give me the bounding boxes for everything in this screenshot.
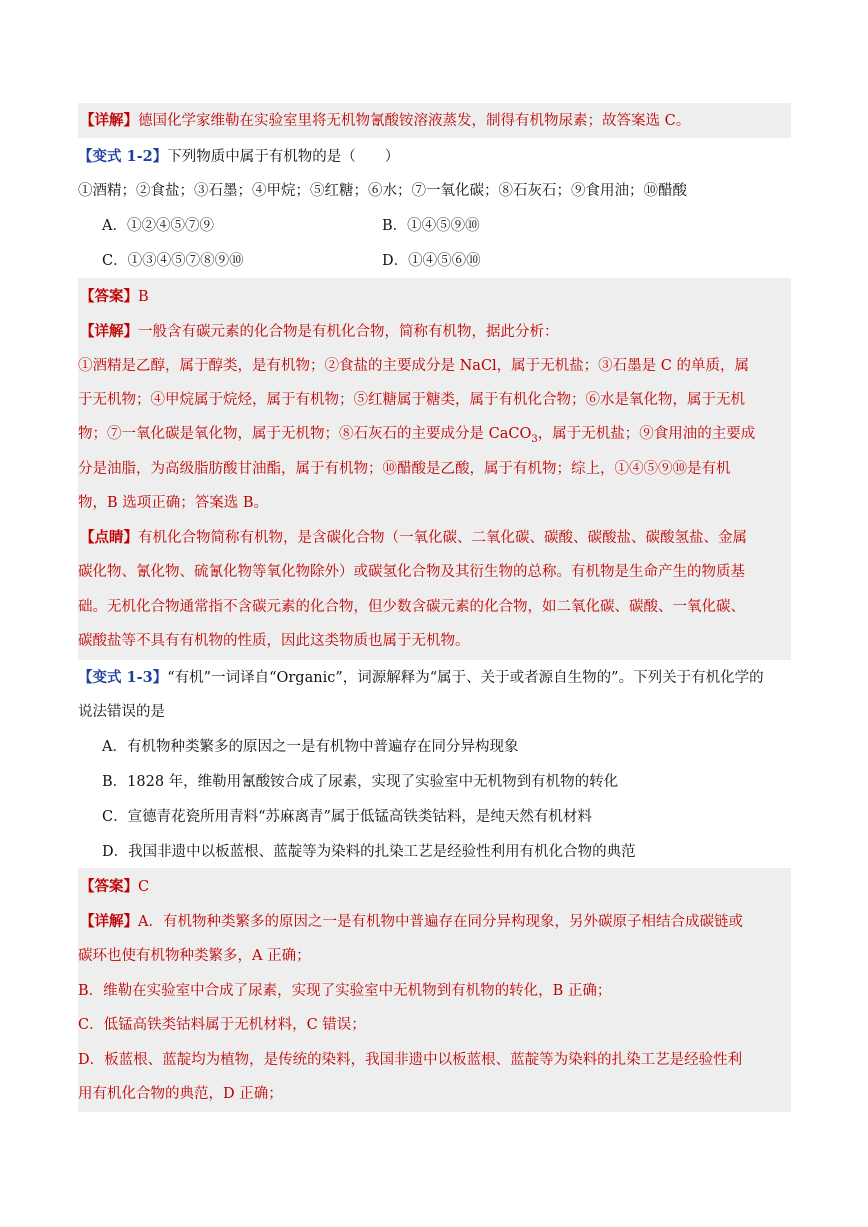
tip-line: 碳酸盐等不具有有机物的性质，因此这类物质也属于无机物。: [78, 633, 470, 649]
tip-line: 有机化合物简称有机物，是含碳化合物（一氧化碳、二氧化碳、碳酸、碳酸盐、碳酸氢盐、金属: [138, 530, 747, 546]
answer-block-1-2: [78, 278, 791, 660]
question-stem-cont: 说法错误的是: [78, 704, 165, 720]
detail-line: 碳环也使有机物种类繁多，A 正确；: [78, 948, 311, 964]
tip-tag: 【点睛】: [80, 529, 138, 546]
detail-line: C．低锰高铁类钴料属于无机材料，C 错误；: [78, 1017, 366, 1033]
answer-block-1-3: [78, 868, 791, 1112]
tip-line: 碳化物、氰化物、硫氰化物等氧化物除外）或碳氢化合物及其衍生物的总称。有机物是生命产生的物质基: [78, 564, 745, 580]
question-1-3-stem: [78, 667, 764, 689]
answer-tag: 【答案】: [80, 288, 138, 305]
option-b: B．1828 年，维勒用氰酸铵合成了尿素，实现了实验室中无机物到有机物的转化: [102, 774, 619, 790]
subscript: 3: [531, 433, 538, 445]
answer-tag: 【答案】: [80, 878, 138, 895]
detail-tag: 【详解】: [80, 323, 138, 340]
detail-text: ，属于无机盐；⑨食用油的主要成: [537, 426, 756, 442]
detail-line: B．维勒在实验室中合成了尿素，实现了实验室中无机物到有机物的转化，B 正确；: [78, 983, 612, 999]
detail-line: A．有机物种类繁多的原因之一是有机物中普遍存在同分异构现象，另外碳原子相结合成碳链或: [138, 914, 743, 930]
detail-tag: 【详解】: [80, 913, 138, 930]
detail-line: ①酒精是乙醇，属于醇类，是有机物；②食盐的主要成分是 NaCl，属于无机盐；③石墨是 C 的单质，属: [78, 358, 749, 374]
option-b: B．①④⑤⑨⑩: [382, 218, 480, 234]
option-c: C．①③④⑤⑦⑧⑨⑩: [102, 253, 244, 269]
answer-value: C: [138, 879, 150, 895]
question-stem: 下列物质中属于有机物的是（ ）: [167, 149, 400, 165]
option-a: A．有机物种类繁多的原因之一是有机物中普遍存在同分异构现象: [102, 739, 519, 755]
detail-tag: 【详解】: [80, 112, 138, 129]
question-1-2-stem: [78, 146, 399, 168]
tip-line: 础。无机化合物通常指不含碳元素的化合物，但少数含碳元素的化合物，如二氧化碳、碳酸、一氧化碳、: [78, 599, 745, 615]
detail-line: D．板蓝根、蓝靛均为植物，是传统的染料，我国非遗中以板蓝根、蓝靛等为染料的扎染工艺是经验性利: [78, 1052, 743, 1068]
detail-line: 一般含有碳元素的化合物是有机化合物，简称有机物，据此分析：: [138, 324, 559, 340]
detail-line: 分是油脂，为高级脂肪酸甘油酯，属于有机物；⑩醋酸是乙酸，属于有机物；综上，①④⑤⑨⑩是有机: [78, 461, 731, 477]
answer-value: B: [138, 289, 149, 305]
detail-text: 德国化学家维勒在实验室里将无机物氰酸铵溶液蒸发，制得有机物尿素；故答案选 C。: [138, 113, 691, 129]
question-1-2-items: ①酒精；②食盐；③石墨；④甲烷；⑤红糖；⑥水；⑦一氧化碳；⑧石灰石；⑨食用油；⑩醋酸: [78, 183, 687, 199]
detail-line: [78, 423, 755, 445]
question-tag: 【变式 1-2】: [78, 148, 168, 165]
option-d: D．我国非遗中以板蓝根、蓝靛等为染料的扎染工艺是经验性利用有机化合物的典范: [102, 844, 636, 860]
option-c: C．宣德青花瓷所用青料“苏麻离青”属于低锰高铁类钴料，是纯天然有机材料: [102, 809, 592, 825]
question-stem: “有机”一词译自“Organic”，词源解释为“属于、关于或者源自生物的”。下列关于有机化学的: [167, 670, 764, 686]
question-tag: 【变式 1-3】: [78, 669, 168, 686]
option-d: D．①④⑤⑥⑩: [382, 253, 481, 269]
detail-line: 用有机化合物的典范，D 正确；: [78, 1086, 283, 1102]
detail-line: 物，B 选项正确；答案选 B。: [78, 495, 269, 511]
detail-line: 于无机物；④甲烷属于烷烃，属于有机物；⑤红糖属于糖类，属于有机化合物；⑥水是氧化物，属于无机: [78, 392, 745, 408]
detail-text: 物；⑦一氧化碳是氧化物，属于无机物；⑧石灰石的主要成分是 CaCO: [78, 426, 532, 442]
detail-block-1: [78, 103, 791, 138]
option-a: A．①②④⑤⑦⑨: [102, 218, 214, 234]
